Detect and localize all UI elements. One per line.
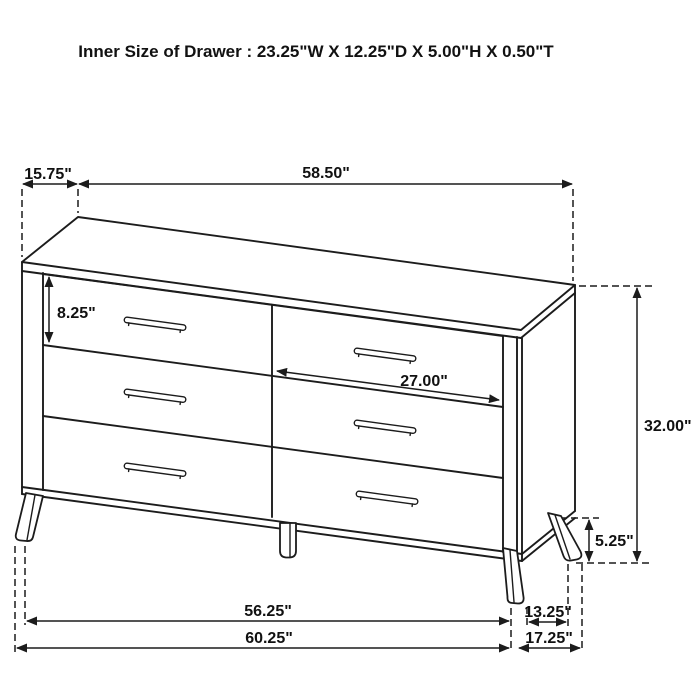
top-panel-face [22,217,575,330]
drawer-handle-left-1 [124,317,187,333]
drawer-handle-left-3 [124,463,187,479]
dimension-labels [24,165,691,647]
dim-label-top-width: 58.50" [302,165,350,182]
drawer-handle-right-2 [354,420,417,436]
drawer-handle-left-2 [124,389,187,405]
dim-label-drawer-width: 27.00" [400,373,448,390]
dim-label-overall-height: 32.00" [644,418,692,435]
drawer-handle-right-1 [354,348,417,364]
dim-line-drawer-width [277,371,499,400]
dimension-lines [17,184,637,648]
dim-label-top-depth: 15.75" [24,166,72,183]
drawer-handles [124,317,419,507]
dim-label-front-leg-span: 56.25" [244,603,292,620]
front-left-leg [16,493,43,541]
dim-label-leg-height: 5.25" [595,533,634,550]
dim-label-floor-depth: 17.25" [525,630,573,647]
front-center-leg [280,523,296,558]
dresser-outline [22,217,575,561]
extension-lines [15,189,652,652]
top-panel-side-edge [521,293,575,338]
drawer-handle-right-3 [356,491,419,507]
dim-label-drawer-height: 8.25" [57,305,96,322]
dim-label-side-leg-span: 13.25" [524,604,572,621]
drawer-divider-2 [43,416,503,478]
diagram-title: Inner Size of Drawer : 23.25"W X 12.25"D X 5.00"H X 0.50"T [78,42,554,61]
legs [16,493,582,604]
dim-label-floor-width: 60.25" [245,630,293,647]
drawer-top-line [43,274,503,336]
